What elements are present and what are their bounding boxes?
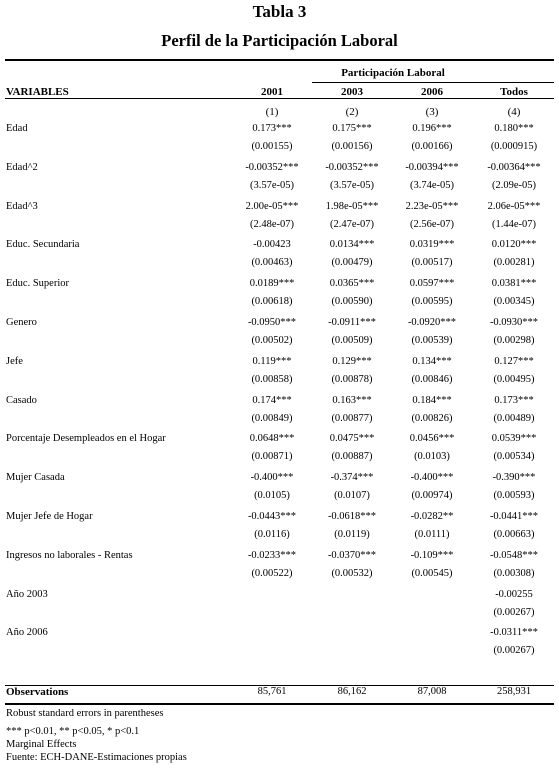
coef-cell: -0.0370*** — [327, 549, 377, 561]
coef-cell: -0.0233*** — [247, 549, 297, 561]
coef-cell: 1.98e-05*** — [325, 200, 379, 212]
coef-cell: 0.0120*** — [491, 239, 537, 251]
se-cell: (0.00618) — [251, 296, 293, 308]
se-cell: (0.00517) — [411, 257, 453, 269]
coef-cell: 0.127*** — [494, 355, 534, 367]
note-source: Fuente: ECH-DANE-Estimaciones propias — [6, 752, 187, 763]
coef-cell: -0.00352*** — [245, 161, 299, 173]
coef-cell: -0.00364*** — [487, 161, 541, 173]
note-marginal-effects: Marginal Effects — [6, 739, 77, 750]
se-cell: (1.44e-07) — [491, 218, 537, 230]
coef-cell: 0.173*** — [494, 394, 534, 406]
se-cell: (0.00308) — [493, 567, 535, 579]
coef-cell: 0.174*** — [252, 394, 292, 406]
se-cell: (0.00155) — [251, 141, 293, 152]
se-cell: (0.00877) — [331, 412, 373, 424]
header-rule — [5, 98, 554, 99]
table-subtitle: Perfil de la Participación Laboral — [161, 31, 398, 50]
observations-value: 87,008 — [417, 686, 447, 697]
se-cell: (0.00522) — [251, 567, 293, 579]
coef-cell: 0.184*** — [412, 394, 452, 406]
se-cell: (0.00595) — [411, 296, 453, 308]
se-cell: (0.00545) — [411, 567, 453, 579]
row-label: Año 2006 — [6, 627, 48, 639]
row-label: Jefe — [6, 355, 23, 367]
se-cell: (2.47e-07) — [329, 218, 375, 230]
coef-cell: -0.0950*** — [247, 317, 297, 328]
coef-cell: 2.23e-05*** — [405, 200, 459, 212]
column-header-year: 2006 — [421, 86, 443, 98]
se-cell: (0.00849) — [251, 412, 293, 424]
se-cell: (0.00974) — [411, 490, 453, 502]
coef-cell: -0.0618*** — [327, 511, 377, 522]
coef-cell: -0.0911*** — [328, 317, 376, 328]
se-cell: (0.00298) — [493, 335, 535, 346]
se-cell: (0.0111) — [414, 529, 450, 540]
coef-cell: 0.180*** — [494, 123, 534, 134]
row-label: Edad — [6, 123, 28, 134]
coef-cell: 0.0319*** — [409, 239, 455, 251]
observations-label: Observations — [6, 686, 69, 698]
se-cell: (0.0119) — [334, 529, 370, 540]
row-label: Mujer Casada — [6, 472, 65, 484]
coef-cell: -0.00255 — [495, 588, 533, 600]
se-cell: (0.00463) — [251, 257, 293, 269]
se-cell: (0.00281) — [493, 257, 535, 269]
coef-cell: 2.06e-05*** — [487, 200, 541, 212]
observations-value: 85,761 — [257, 686, 287, 697]
coef-cell: 0.163*** — [332, 394, 372, 406]
se-cell: (0.00539) — [411, 335, 453, 346]
coef-cell: 0.0134*** — [329, 239, 375, 251]
se-cell: (0.0107) — [334, 490, 370, 502]
observations-value: 258,931 — [496, 686, 532, 697]
se-cell: (0.00871) — [251, 451, 293, 463]
coef-cell: 0.0365*** — [329, 278, 375, 290]
se-cell: (2.56e-07) — [409, 218, 455, 230]
se-cell: (0.00345) — [493, 296, 535, 308]
se-cell: (0.00479) — [331, 257, 373, 269]
group-header: Participación Laboral — [341, 67, 445, 79]
coef-cell: -0.0930*** — [489, 317, 539, 328]
coef-cell: -0.374*** — [330, 472, 374, 484]
se-cell: (0.00532) — [331, 567, 373, 579]
group-header-rule — [312, 82, 554, 83]
se-cell: (2.48e-07) — [249, 218, 295, 230]
coef-cell: 0.0597*** — [409, 278, 455, 290]
coef-cell: -0.0443*** — [247, 511, 297, 522]
se-cell: (0.00267) — [493, 645, 535, 657]
se-cell: (0.00887) — [331, 451, 373, 463]
coef-cell: 0.129*** — [332, 355, 372, 367]
row-label: Educ. Superior — [6, 278, 69, 290]
se-cell: (0.00826) — [411, 412, 453, 424]
se-cell: (0.00858) — [251, 373, 293, 385]
coef-cell: 0.0475*** — [329, 433, 375, 445]
row-label: Educ. Secundaria — [6, 239, 80, 251]
column-number: (4) — [507, 106, 521, 118]
coef-cell: 0.0381*** — [491, 278, 537, 290]
row-label: Edad^3 — [6, 200, 38, 212]
row-label: Porcentaje Desempleados en el Hogar — [6, 433, 166, 445]
se-cell: (0.00495) — [493, 373, 535, 385]
row-label: Casado — [6, 394, 37, 406]
coef-cell: -0.400*** — [410, 472, 454, 484]
coef-cell: 0.119*** — [252, 355, 292, 367]
observations-value: 86,162 — [337, 686, 367, 697]
coef-cell: 2.00e-05*** — [245, 200, 299, 212]
se-cell: (0.0103) — [414, 451, 450, 463]
bottom-rule — [5, 703, 554, 705]
column-header-year: 2003 — [341, 86, 363, 98]
se-cell: (0.00663) — [493, 529, 535, 540]
se-cell: (0.00166) — [411, 141, 453, 152]
coef-cell: -0.00352*** — [325, 161, 379, 173]
row-label: Mujer Jefe de Hogar — [6, 511, 93, 522]
coef-cell: -0.00423 — [253, 239, 291, 251]
row-label: Genero — [6, 317, 37, 328]
top-rule — [5, 59, 554, 61]
se-cell: (0.000915) — [490, 141, 538, 152]
note-significance: *** p<0.01, ** p<0.05, * p<0.1 — [6, 726, 140, 737]
se-cell: (0.0105) — [254, 490, 290, 502]
variables-header: VARIABLES — [6, 86, 69, 98]
row-label: Ingresos no laborales - Rentas — [6, 549, 133, 561]
coef-cell: -0.109*** — [410, 549, 454, 561]
column-header-year: 2001 — [261, 86, 283, 98]
coef-cell: -0.0548*** — [489, 549, 539, 561]
coef-cell: 0.0189*** — [249, 278, 295, 290]
coef-cell: -0.0311*** — [490, 627, 538, 639]
column-number: (2) — [345, 106, 359, 118]
se-cell: (0.00590) — [331, 296, 373, 308]
column-number: (3) — [425, 106, 439, 118]
se-cell: (3.74e-05) — [409, 179, 455, 191]
row-label: Edad^2 — [6, 161, 38, 173]
se-cell: (0.00593) — [493, 490, 535, 502]
coef-cell: 0.175*** — [332, 123, 372, 134]
coef-cell: 0.0456*** — [409, 433, 455, 445]
se-cell: (0.00489) — [493, 412, 535, 424]
se-cell: (0.00267) — [493, 606, 535, 618]
se-cell: (2.09e-05) — [491, 179, 537, 191]
table-title: Tabla 3 — [252, 2, 307, 21]
coef-cell: -0.00394*** — [405, 161, 459, 173]
se-cell: (0.00502) — [251, 335, 293, 346]
coef-cell: 0.196*** — [412, 123, 452, 134]
note-robust-se: Robust standard errors in parentheses — [6, 708, 164, 719]
column-header-year: Todos — [500, 86, 528, 98]
se-cell: (0.00878) — [331, 373, 373, 385]
coef-cell: -0.0282** — [410, 511, 454, 522]
coef-cell: -0.390*** — [492, 472, 536, 484]
se-cell: (3.57e-05) — [329, 179, 375, 191]
se-cell: (0.0116) — [254, 529, 290, 540]
coef-cell: -0.0920*** — [407, 317, 457, 328]
coef-cell: 0.0648*** — [249, 433, 295, 445]
se-cell: (0.00534) — [493, 451, 535, 463]
coef-cell: 0.0539*** — [491, 433, 537, 445]
se-cell: (0.00846) — [411, 373, 453, 385]
coef-cell: 0.134*** — [412, 355, 452, 367]
coef-cell: -0.0441*** — [489, 511, 539, 522]
se-cell: (0.00509) — [331, 335, 373, 346]
row-label: Año 2003 — [6, 588, 48, 600]
column-number: (1) — [265, 106, 279, 118]
se-cell: (3.57e-05) — [249, 179, 295, 191]
coef-cell: 0.173*** — [252, 123, 292, 134]
coef-cell: -0.400*** — [250, 472, 294, 484]
se-cell: (0.00156) — [331, 141, 373, 152]
